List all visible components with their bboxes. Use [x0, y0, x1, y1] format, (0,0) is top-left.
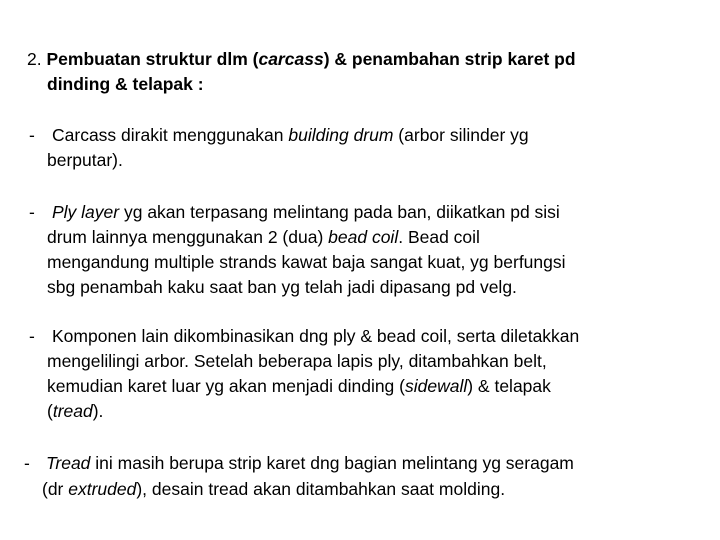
bullet-3-line-1 [52, 325, 579, 347]
bullet-text: drum lainnya menggunakan 2 (dua) [47, 227, 329, 247]
heading-term-carcass: carcass [258, 49, 324, 69]
bullet-text: sbg penambah kaku saat ban yg telah jadi dipasang pd velg. [47, 277, 517, 297]
bullet-text: berputar). [47, 150, 123, 170]
heading-number: 2. [27, 49, 42, 69]
bullet-text: ), desain tread akan ditambahkan saat molding. [136, 479, 506, 499]
bullet-3-dash: - [29, 326, 35, 346]
bullet-4-line-1 [46, 452, 574, 474]
bullet-term: tread [52, 401, 93, 421]
heading-text-2: dinding & telapak : [47, 74, 204, 94]
heading-text-1b: ) & penambahan strip karet pd [323, 49, 576, 69]
bullet-text: . Bead coil [398, 227, 480, 247]
bullet-text: ( [47, 401, 53, 421]
bullet-2-line-3 [47, 251, 566, 273]
bullet-text: mengelilingi arbor. Setelah beberapa lapis ply, ditambahkan belt, [47, 351, 547, 371]
bullet-3-line-3 [47, 375, 551, 397]
bullet-term: sidewall [404, 376, 468, 396]
heading-line-2 [47, 73, 204, 95]
bullet-term: building drum [288, 125, 394, 145]
bullet-text: mengandung multiple strands kawat baja sangat kuat, yg berfungsi [47, 252, 566, 272]
bullet-4-line-2 [42, 478, 505, 500]
bullet-text: kemudian karet luar yg akan menjadi dinding ( [47, 376, 405, 396]
bullet-2-dash: - [29, 202, 35, 222]
bullet-1-line-2 [47, 149, 123, 171]
bullet-2-line-1 [52, 201, 560, 223]
bullet-2-line-4 [47, 276, 517, 298]
bullet-4-dash: - [24, 453, 30, 473]
bullet-1-line-1 [52, 124, 529, 146]
bullet-text: ) & telapak [467, 376, 551, 396]
bullet-text: yg akan terpasang melintang pada ban, diikatkan pd sisi [119, 202, 560, 222]
heading-line-1 [27, 48, 576, 70]
bullet-text: (arbor silinder yg [393, 125, 529, 145]
bullet-term: extruded [68, 479, 137, 499]
bullet-term: Ply layer [52, 202, 120, 222]
bullet-2-line-2 [47, 226, 480, 248]
heading-text-1a: Pembuatan struktur dlm ( [46, 49, 259, 69]
bullet-text: Komponen lain dikombinasikan dng ply & bead coil, serta diletakkan [52, 326, 580, 346]
bullet-text: ). [92, 401, 104, 421]
bullet-term: Tread [46, 453, 91, 473]
bullet-3-line-4 [47, 400, 103, 422]
bullet-text: ini masih berupa strip karet dng bagian melintang yg seragam [90, 453, 574, 473]
bullet-3-line-2 [47, 350, 547, 372]
bullet-term: bead coil [328, 227, 399, 247]
bullet-text: Carcass dirakit menggunakan [52, 125, 289, 145]
bullet-text: (dr [42, 479, 69, 499]
bullet-1-dash: - [29, 125, 35, 145]
